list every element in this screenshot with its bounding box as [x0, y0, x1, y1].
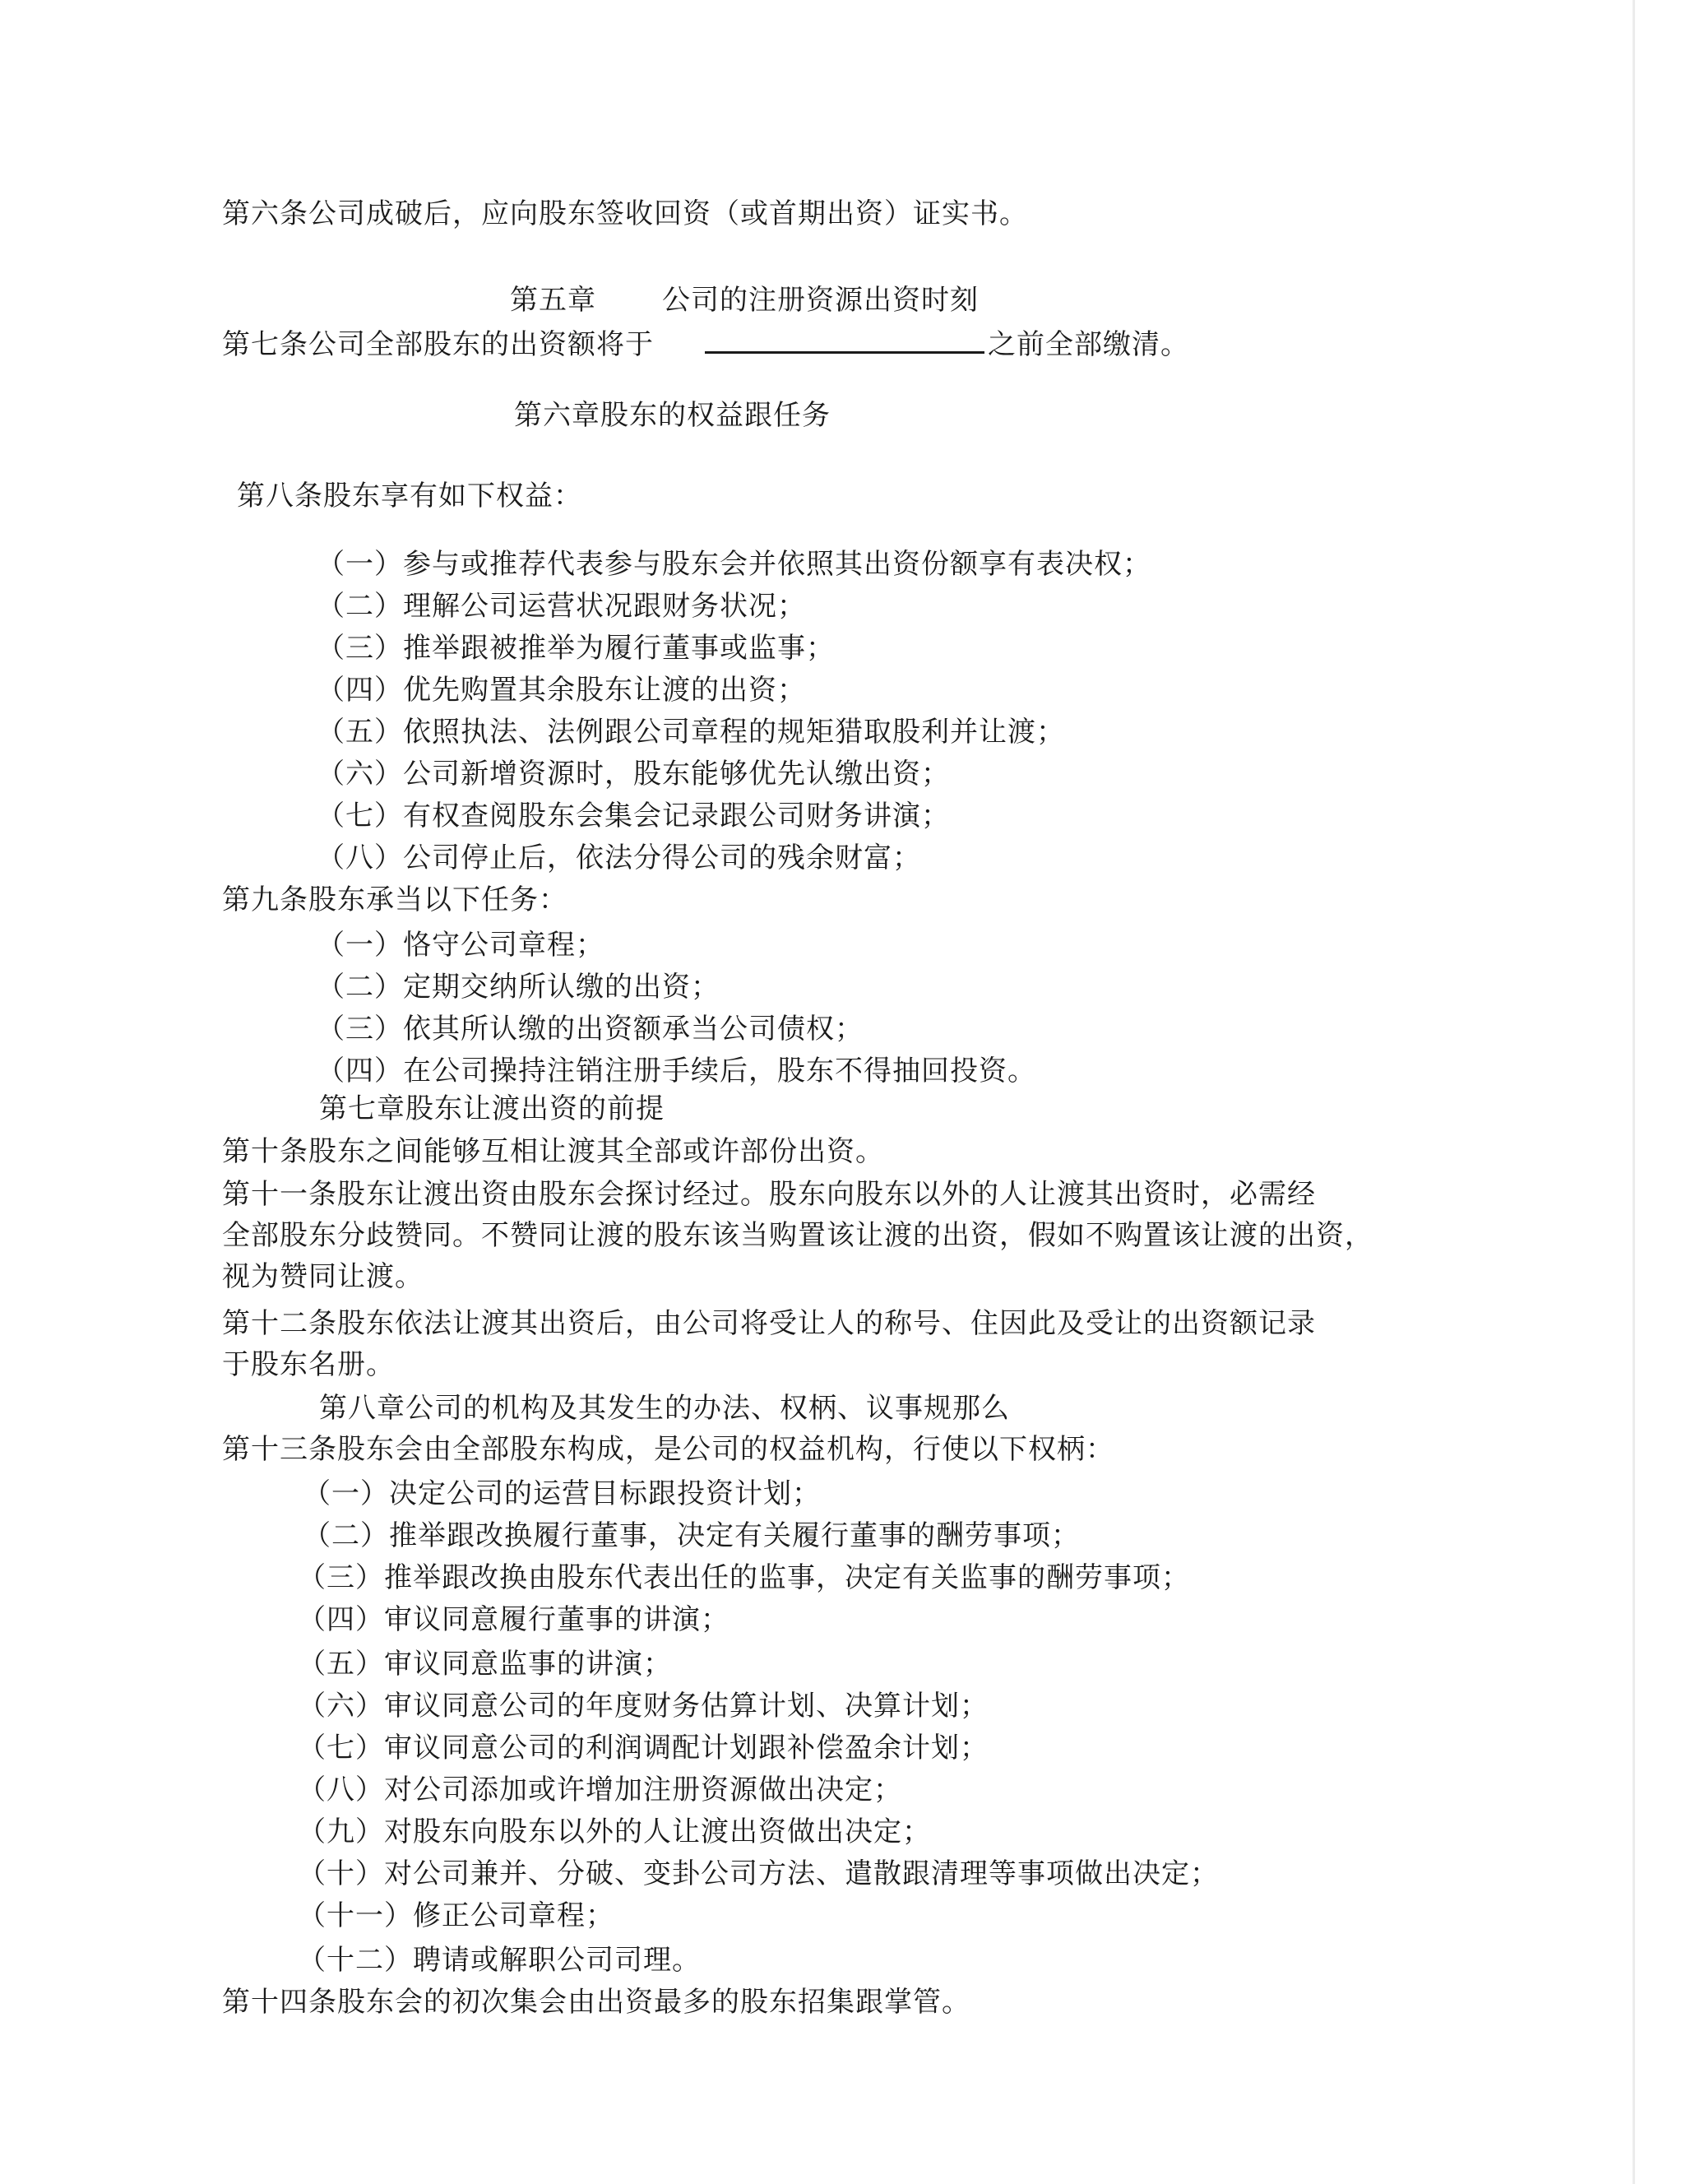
article-12-line: 于股东名册。 [222, 1348, 395, 1381]
list-item: （三）推举跟改换由股东代表出任的监事，决定有关监事的酬劳事项； [298, 1561, 1190, 1594]
list-item: （十）对公司兼并、分破、变卦公司方法、遣散跟清理等事项做出决定； [298, 1857, 1219, 1890]
list-item: （七）有权查阅股东会集会记录跟公司财务讲演； [317, 800, 950, 832]
list-item: （五）依照执法、法例跟公司章程的规矩猎取股利并让渡； [317, 716, 1065, 749]
article-6: 第六条公司成破后，应向股东签收回资（或首期出资）证实书。 [222, 197, 1028, 230]
article-7-text: 第七条公司全部股东的出资额将于 [222, 328, 654, 361]
article-11-line: 第十一条股东让渡出资由股东会探讨经过。股东向股东以外的人让渡其出资时，必需经 [222, 1178, 1316, 1211]
list-item: （十二）聘请或解职公司司理。 [298, 1944, 701, 1977]
article-8: 第八条股东享有如下权益： [237, 480, 582, 512]
list-item: （八）公司停止后，依法分得公司的残余财富； [317, 842, 921, 874]
chapter-7-heading: 第七章股东让渡出资的前提 [319, 1092, 665, 1125]
list-item: （九）对股东向股东以外的人让渡出资做出决定； [298, 1815, 931, 1848]
list-item: （八）对公司添加或许增加注册资源做出决定； [298, 1774, 902, 1806]
page-edge [1633, 0, 1635, 2184]
article-13: 第十三条股东会由全部股东构成，是公司的权益机构，行使以下权柄： [222, 1433, 1114, 1466]
list-item: （一）参与或推荐代表参与股东会并依照其出资份额享有表决权； [317, 548, 1151, 581]
list-item: （四）优先购置其余股东让渡的出资； [317, 674, 806, 707]
article-9: 第九条股东承当以下任务： [222, 883, 567, 916]
list-item: （三）推举跟被推举为履行董事或监事； [317, 632, 835, 665]
article-11-line: 视为赞同让渡。 [222, 1260, 424, 1293]
chapter-5-title: 公司的注册资源出资时刻 [662, 284, 979, 317]
list-item: （六）审议同意公司的年度财务估算计划、决算计划； [298, 1690, 989, 1723]
list-item: （五）审议同意监事的讲演； [298, 1648, 672, 1681]
article-7 [222, 323, 1189, 363]
list-item: （四）审议同意履行董事的讲演； [298, 1603, 730, 1636]
chapter-8-heading: 第八章公司的机构及其发生的办法、权柄、议事规那么 [319, 1392, 1010, 1425]
list-item: （七）审议同意公司的利润调配计划跟补偿盈余计划； [298, 1732, 989, 1764]
article-11-line: 全部股东分歧赞同。不赞同让渡的股东该当购置该让渡的出资，假如不购置该让渡的出资， [222, 1219, 1373, 1252]
list-item: （一）决定公司的运营目标跟投资计划； [303, 1477, 821, 1510]
article-14: 第十四条股东会的初次集会由出资最多的股东招集跟掌管。 [222, 1986, 970, 2019]
date-blank-field [705, 323, 984, 354]
list-item: （二）推举跟改换履行董事，决定有关履行董事的酬劳事项； [303, 1519, 1080, 1552]
article-7-tail: 之前全部缴清。 [988, 328, 1189, 361]
chapter-6-heading: 第六章股东的权益跟任务 [514, 399, 831, 432]
list-item: （六）公司新增资源时，股东能够优先认缴出资； [317, 758, 950, 791]
list-item: （四）在公司操持注销注册手续后，股东不得抽回投资。 [317, 1055, 1036, 1087]
list-item: （十一）修正公司章程； [298, 1899, 614, 1932]
list-item: （二）理解公司运营状况跟财务状况； [317, 590, 806, 623]
chapter-5-label: 第五章 [510, 284, 596, 317]
list-item: （一）恪守公司章程； [317, 929, 604, 962]
list-item: （三）依其所认缴的出资额承当公司债权； [317, 1013, 864, 1046]
chapter-5-heading [510, 282, 979, 318]
article-10: 第十条股东之间能够互相让渡其全部或许部份出资。 [222, 1135, 884, 1168]
list-item: （二）定期交纳所认缴的出资； [317, 971, 720, 1004]
article-12-line: 第十二条股东依法让渡其出资后，由公司将受让人的称号、住因此及受让的出资额记录 [222, 1307, 1316, 1340]
